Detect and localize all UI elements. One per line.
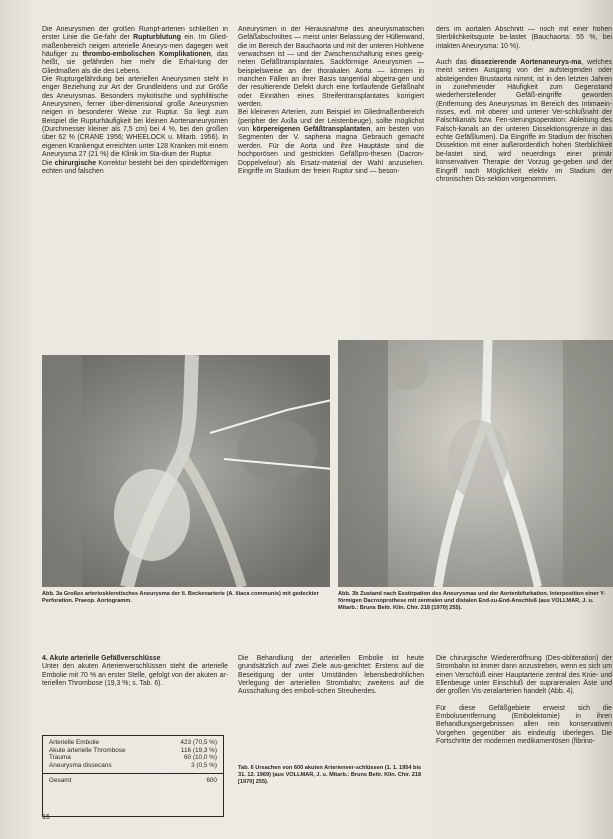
text: Korrektur besteht bei den spindelförmigen echten und falschen	[42, 159, 228, 175]
paragraph	[436, 59, 612, 184]
text: Die Aneurysmen der großen Rumpf-arterien schließen in erster Linie die Ge-fahr der	[42, 26, 228, 42]
paragraph: ders im aortalen Abschnitt — noch mit einer hohen Sterblichkeitsquote be-lastet (Bauchaorta: 55 %, bei intakten Aneurysma: 10 %).	[436, 26, 612, 50]
paragraph	[42, 26, 228, 76]
table-row	[43, 747, 223, 755]
text: Auch das	[436, 59, 467, 67]
total-value: 600	[206, 776, 217, 784]
text-column-6	[436, 655, 612, 746]
table-row	[43, 739, 223, 747]
xray-graphic	[42, 355, 330, 587]
paragraph	[238, 109, 424, 176]
page-number: 16	[42, 814, 50, 821]
text: Bei kleineren Arterien, zum Beispiel im Gliedmaßenbereich (peripher der Axilla und der Leistenbeuge), sollte möglichst von	[238, 109, 424, 134]
row-value: 423 (70,5 %)	[180, 739, 217, 746]
row-value: 116 (19,3 %)	[180, 746, 217, 754]
text-column-2	[238, 26, 424, 340]
table-row	[43, 754, 223, 762]
spacer	[436, 697, 612, 705]
spacer	[436, 51, 612, 59]
total-label: Gesamt	[49, 776, 72, 784]
section-heading: 4. Akute arterielle Gefäßverschlüsse	[42, 655, 161, 662]
emphasis: Rupturblutung	[133, 34, 181, 42]
paragraph	[42, 160, 228, 177]
figure-caption-3a: Abb. 3a Großes arteriosklerotisches Aneurysma der li. Beckenarterie (A. iliaca communis) mit gedeckter Perforation. Praeop. Aortogramm.	[42, 591, 319, 604]
paragraph: Die Rupturgefährdung bei arteriellen Aneurysmen steht in enger Beziehung zur Art der Grundleidens und zur Größe des Aneurysmas. Besonders mykotische und syphilitische Aneurysmen, ferner über-dimensional große Aneurysmen neigen in besonderer Weise zur Ruptur. So liegt zum Beispiel die Rupturhäufigkeit bei kleinen Aortenaneurysmen (Durchmesser kleiner als 7,5 cm) bei 4 %, bei den großen über 62 % (CRANE 1956; WHEELOCK u. Mitarb. 1956). In eigenen Krankengut erreichten unter 128 Kranken mit einem Aneurysma 27 (21 %) die Klinik im Sta-dium der Ruptur.	[42, 76, 228, 159]
table-caption: Tab. 6 Ursachen von 600 akuten Arterienver-schlüssen (1. 1. 1954 bis 31. 12. 1969) (aus VOLLMAR, J. u. Mitarb.: Bruns Beitr. Klin. Chir. 218 [1970] 255).	[238, 765, 422, 785]
xray-image-prosthesis	[338, 340, 613, 587]
row-label: Akute arterielle Thrombose	[49, 746, 126, 754]
section-4-column	[42, 655, 228, 688]
table-row	[43, 762, 223, 770]
paragraph: Unter den akuten Arterienverschlüssen steht die arterielle Embolie mit 70 % an erster Stelle, gefolgt von der akuten ar-teriellen Thrombose (19,3 %; s. Tab. 6).	[42, 663, 228, 688]
paragraph: Aneurysmen in der Herausnahme des aneurysmatischen Gefäßabschnittes — meist unter Belassung der Hüllenwand, die im Bereich der Bauchaorta und mit der unteren Hohlvene verwachsen ist — und der Zwischenschaltung eines geeig-neten Gefäßtransplantates. Sackförmige Aneurysmen — beispielsweise an der thorakalen Aorta — können in manchen Fällen an ihrer Basis tangential abgetra-gen und der resultierende Defekt durch eine fortlaufende Gefäßnaht oder Einnähen eines Streifentransplantates korrigiert werden.	[238, 26, 424, 109]
text: , das heißt, sie gefährden hier mehr die Erhal-tung der Gliedmaßen als die des Lebens.	[42, 51, 228, 75]
row-label: Aneurysma dissecans	[49, 762, 112, 770]
text-column-5: Die Behandlung der arteriellen Embolie ist heute grundsätzlich auf zwei Ziele aus-gerichtet: Erstens auf die Beseitigung der unter Umständen lebensbedrohlichen Verlegung der arteriellen Strombahn; zweitens auf die Ausschaltung des emboli-schen Streuherdes.	[238, 655, 424, 696]
paragraph: Die chirurgische Wiedereröffnung (Des-obliteration) der Strombahn ist immer dann anzustreben, wenn es sich um einen Verschluß einer Hauptarterie zentral des Knie- und Ellenbeuge unter Einschluß der suprarenalen Äste und der großen Vis-zeralarterien handelt (Abb. 4).	[436, 655, 612, 696]
text: ein. Im Glied-maßenbereich neigen arterielle Aneurys-men dagegen weit häufiger zu	[42, 34, 228, 59]
emphasis: chirurgische	[54, 159, 97, 167]
text: , welches meist seinen Ausgang von der aufsteigenden oder absteigenden Brustaorta nimmt, ist in den letzten Jahren in zunehmender Häufigkeit zum Gegenstand wiederherstellender Gefäß-eingriffe geworden (Entfernung des Aneurysmas im Bereich des Intimaein-risses, evtl. mit oberer und unterer Ver-schlußnaht der Falschkanals bzw. Fen-sterungsoperation: Ableitung des Falsch-kanals an der unteren Dissektionsgrenze in das echte Gefäßlumen). Da Eingriffe im Stadium der frischen Dissektion mit einer außerordentlich hohen Sterblichkeit be-lastet sind, wird neuerdings einer primär konservativen Therapie der Vorzug ge-geben und der Eingriff nach Möglichkeit elektiv im Stadium der chronischen Dis-sektion vorgenommen.	[436, 59, 612, 183]
row-label: Arterielle Embolie	[49, 739, 100, 746]
paragraph: Für diese Gefäßgebiete erweist sich die Embolusentfernung (Embolektomie) in ihren Behandlungsergebnissen allen rein konservativen Vorgehen gegenüber als eindeutig überlegen. Die Fortschritte der modernen medikamentösen (fibrino-	[436, 704, 612, 746]
text-column-1	[42, 26, 228, 340]
text-column-3	[436, 26, 612, 340]
table-total-row	[43, 773, 223, 785]
text: , am besten von Segmenten der V. saphena magna Gebrauch gemacht werden. Für die Aorta und ihre Hauptäste sind die hochporösen und gestrickten Gefäßpro-thesen (Dacron-Doppelvelour) als Ersatz-material der Wahl anzusehen. Eingriffe im Stadium der freien Ruptur sind — beson-	[238, 126, 424, 175]
row-value: 60 (10,0 %)	[183, 754, 217, 762]
row-label: Trauma	[49, 754, 71, 762]
emphasis: dissezierende Aortenaneurys-ma	[470, 59, 582, 67]
emphasis: thrombo-embolischen Komplikationen	[82, 51, 211, 59]
emphasis: körpereigenen Gefäßtransplantaten	[252, 126, 371, 134]
table-6	[42, 735, 224, 817]
figure-caption-3b: Abb. 3b Zustand nach Exstirpation des Aneurysmas und der Aortenbifurkation. Interposition einer Y-förmigen Dacronprothese mit zentralen und distalen End-zu-End-Anschluß (aus VOLLMAR, J. u. Mitarb.: Bruns Beitr. Klin. Chir. 218 [1970] 255).	[338, 591, 606, 611]
text: Die	[42, 159, 53, 167]
xray-image-aortogram	[42, 355, 330, 587]
xray-graphic	[338, 340, 613, 587]
row-value: 3 (0,5 %)	[191, 762, 217, 770]
